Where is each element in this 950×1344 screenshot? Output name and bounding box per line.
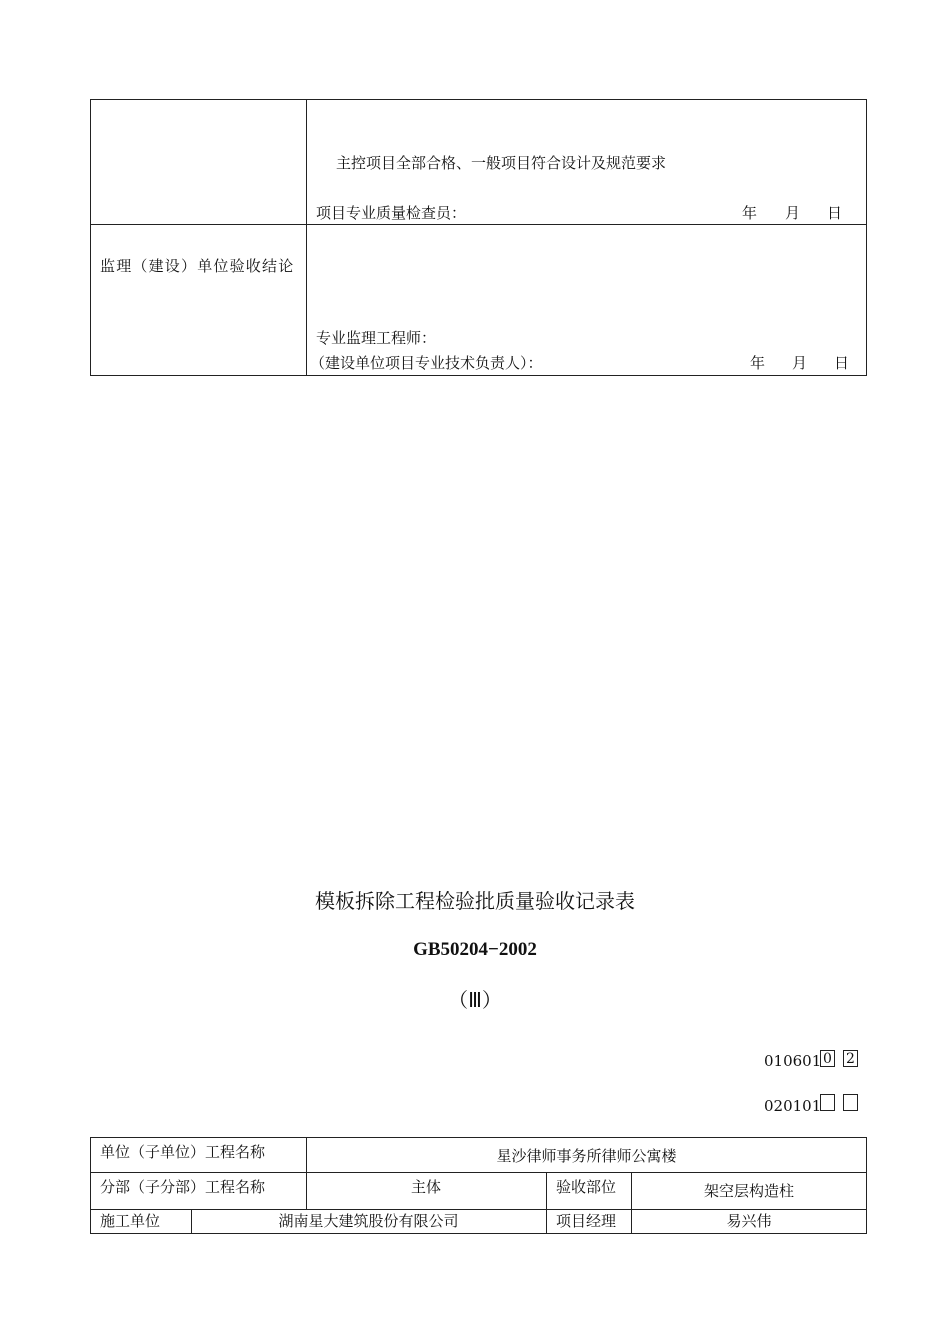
acceptance-conclusion-table <box>90 99 867 376</box>
table-divider <box>90 224 867 225</box>
contractor-value: 湖南星大建筑股份有限公司 <box>278 1212 459 1230</box>
date-month: 月 <box>785 204 801 222</box>
form-code-box <box>843 1094 858 1111</box>
table-divider <box>306 99 307 376</box>
date-day: 日 <box>834 354 850 372</box>
form-code-prefix: 010601 <box>764 1052 822 1070</box>
acceptance-part-label: 验收部位 <box>556 1178 617 1196</box>
table-divider <box>90 1209 867 1210</box>
project-manager-label: 项目经理 <box>556 1212 617 1230</box>
division-label: 分部（子分部）工程名称 <box>100 1178 266 1196</box>
date-month: 月 <box>792 354 808 372</box>
standard-code: GB50204−2002 <box>413 939 537 960</box>
table-divider <box>546 1172 547 1234</box>
contractor-label: 施工单位 <box>100 1212 161 1230</box>
form-title: 模板拆除工程检验批质量验收记录表 <box>315 889 635 913</box>
conclusion-text: 主控项目全部合格、一般项目符合设计及规范要求 <box>336 154 667 172</box>
form-code-box: 2 <box>843 1050 858 1067</box>
form-code-box: 0 <box>820 1050 835 1067</box>
supervision-conclusion-label: 监理（建设）单位验收结论 <box>100 257 295 275</box>
section-number: （Ⅲ） <box>448 988 502 1012</box>
supervisor-label: 专业监理工程师： <box>316 329 437 347</box>
project-manager-value: 易兴伟 <box>726 1212 772 1230</box>
inspector-label: 项目专业质量检查员： <box>316 204 467 222</box>
owner-tech-lead-label: （建设单位项目专业技术负责人）： <box>310 354 543 372</box>
unit-project-value: 星沙律师事务所律师公寓楼 <box>496 1147 677 1165</box>
date-year: 年 <box>750 354 766 372</box>
division-value: 主体 <box>410 1178 441 1196</box>
date-day: 日 <box>827 204 843 222</box>
unit-project-label: 单位（子单位）工程名称 <box>100 1143 266 1161</box>
form-code-prefix: 020101 <box>764 1097 822 1115</box>
form-code-box <box>820 1094 835 1111</box>
date-year: 年 <box>742 204 758 222</box>
table-divider <box>90 1172 867 1173</box>
acceptance-part-value: 架空层构造柱 <box>703 1182 794 1200</box>
